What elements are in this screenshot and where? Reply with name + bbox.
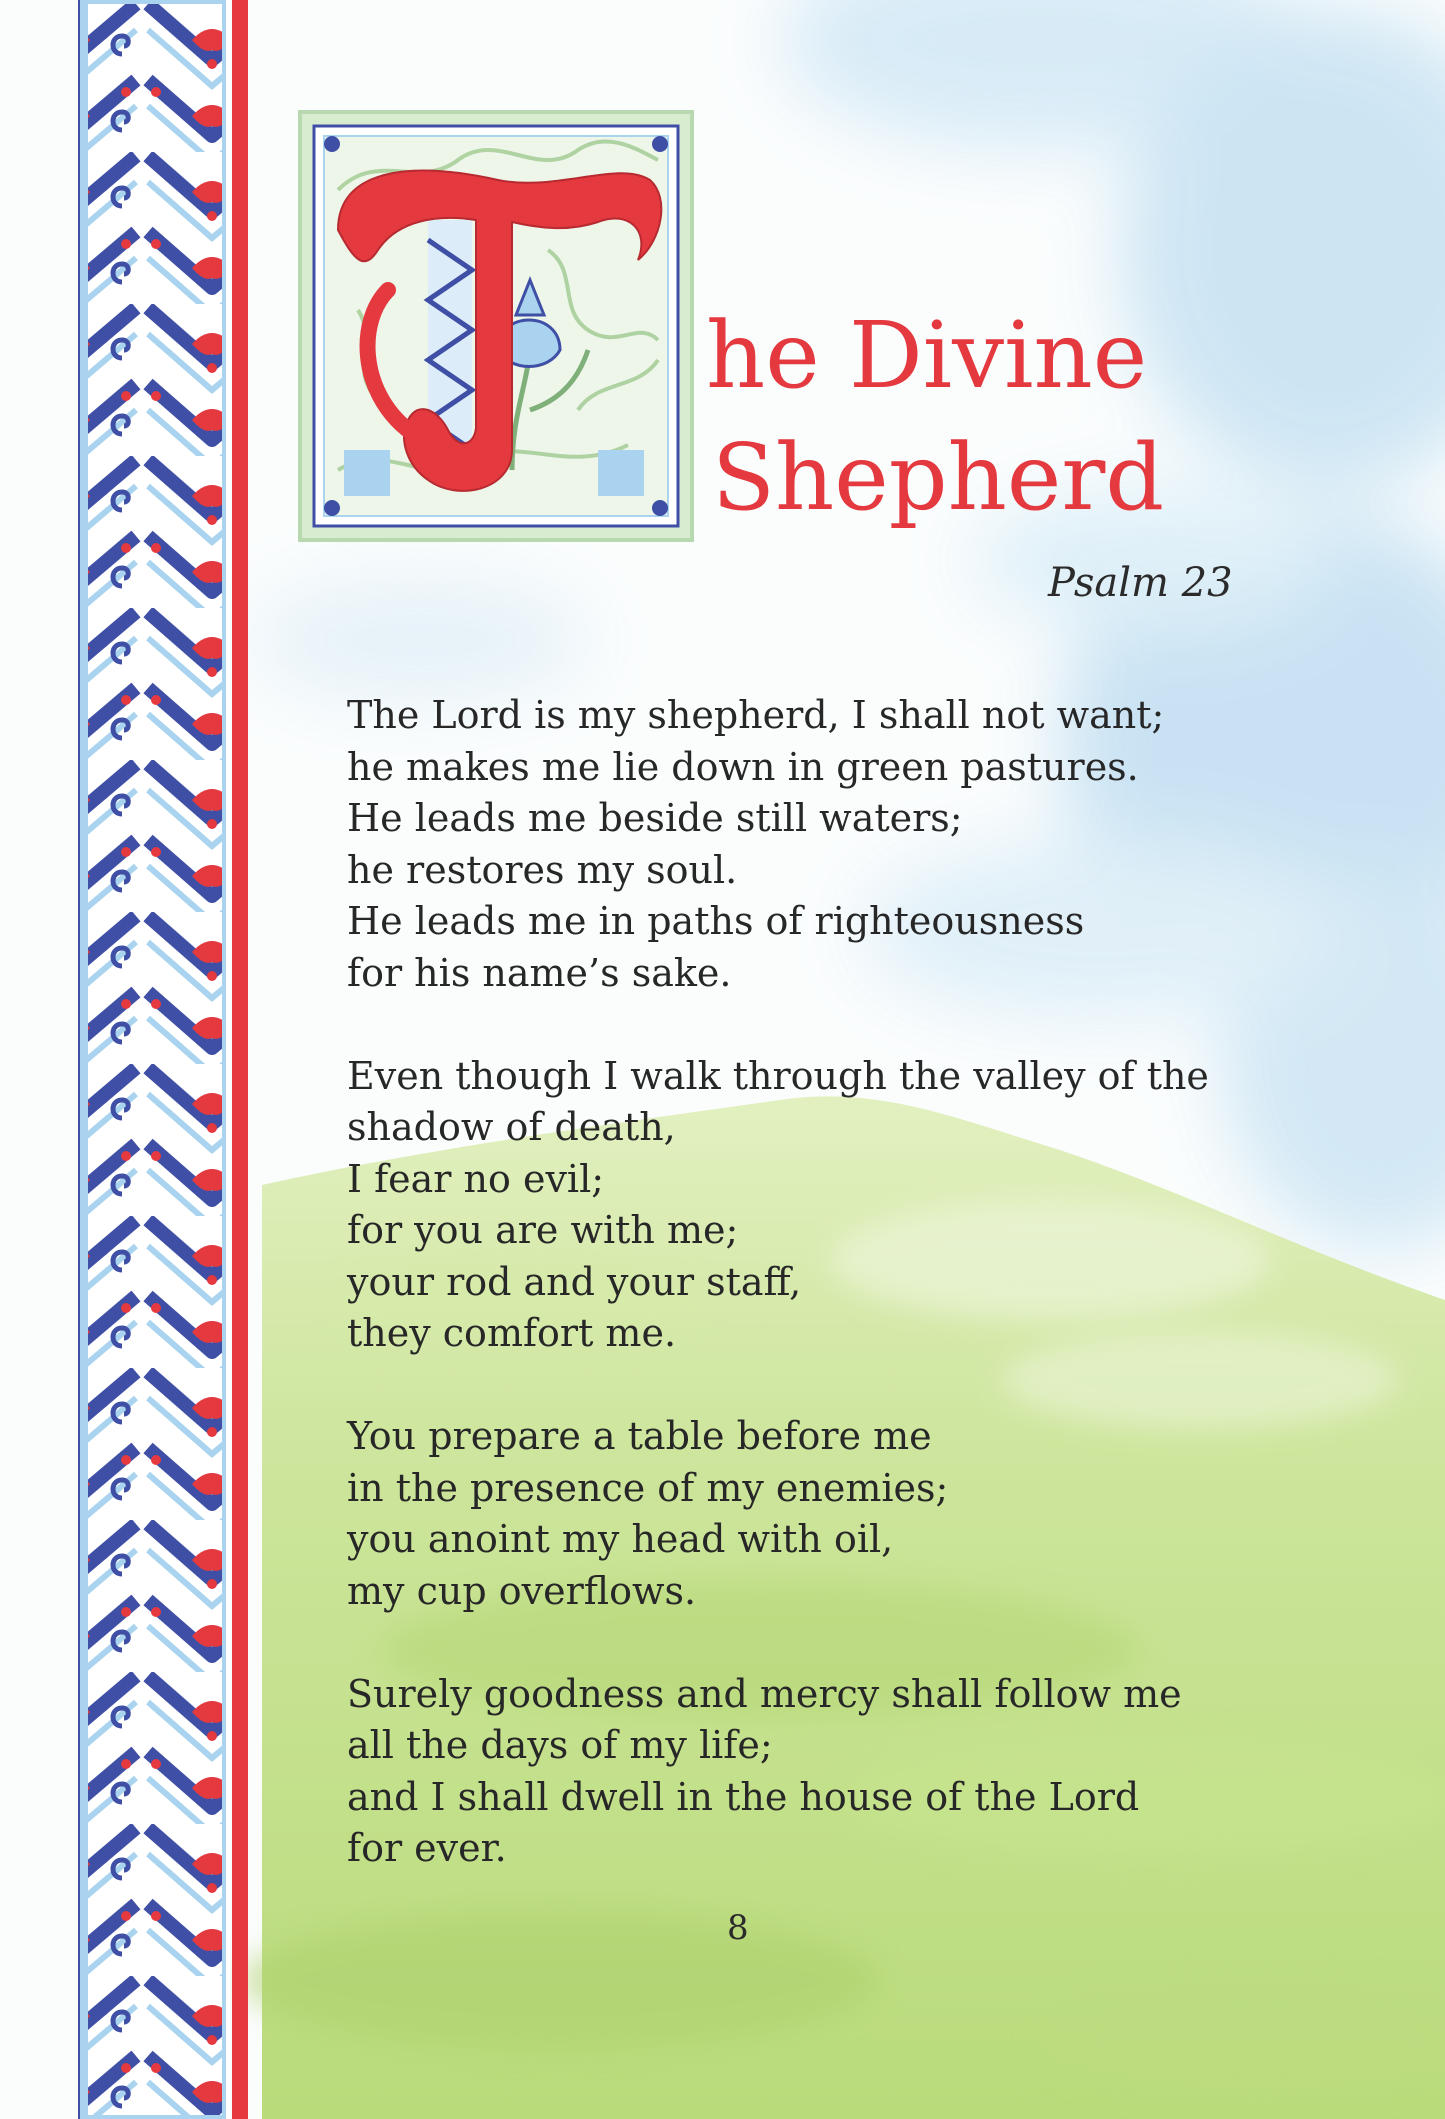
verse-line: He leads me beside still waters; (347, 796, 963, 840)
verse-line: Surely goodness and mercy shall follow me (347, 1671, 1182, 1716)
verse-line: He leads me in paths of righteousness (347, 899, 1085, 943)
psalm-reference: Psalm 23 (1048, 560, 1233, 606)
verse-line: my cup overflows. (347, 1568, 697, 1613)
verse-line: You prepare a table before me (347, 1414, 932, 1458)
psalm-text (347, 690, 1209, 1926)
title-line-2: Shepherd (712, 424, 1165, 531)
verse-line: in the presence of my enemies; (347, 1465, 949, 1510)
verse-line: they comfort me. (347, 1311, 677, 1355)
verse-line: for his name’s sake. (347, 950, 732, 995)
verse-line: for ever. (347, 1826, 507, 1870)
stanza-4 (347, 1669, 1209, 1875)
title-line-1: he Divine (706, 302, 1148, 409)
stanza-3 (347, 1411, 1209, 1617)
page-title (706, 295, 1165, 539)
verse-line: for you are with me; (347, 1208, 739, 1252)
verse-line: Even though I walk through the valley of the (347, 1053, 1209, 1098)
page-number: 8 (727, 1908, 749, 1948)
verse-line: he restores my soul. (347, 847, 738, 892)
verse-line: I fear no evil; (347, 1156, 605, 1201)
verse-line: The Lord is my shepherd, I shall not want; (347, 693, 1165, 737)
stanza-2 (347, 1051, 1209, 1360)
verse-line: your rod and your staff, (347, 1259, 802, 1304)
verse-line: he makes me lie down in green pastures. (347, 744, 1139, 789)
verse-line: you anoint my head with oil, (347, 1517, 894, 1561)
verse-line: all the days of my life; (347, 1723, 773, 1767)
verse-line: shadow of death, (347, 1105, 676, 1149)
stanza-1 (347, 690, 1209, 999)
illuminated-initial-letter (298, 110, 694, 542)
verse-line: and I shall dwell in the house of the Lord (347, 1774, 1140, 1819)
ornamental-border (0, 0, 262, 2119)
